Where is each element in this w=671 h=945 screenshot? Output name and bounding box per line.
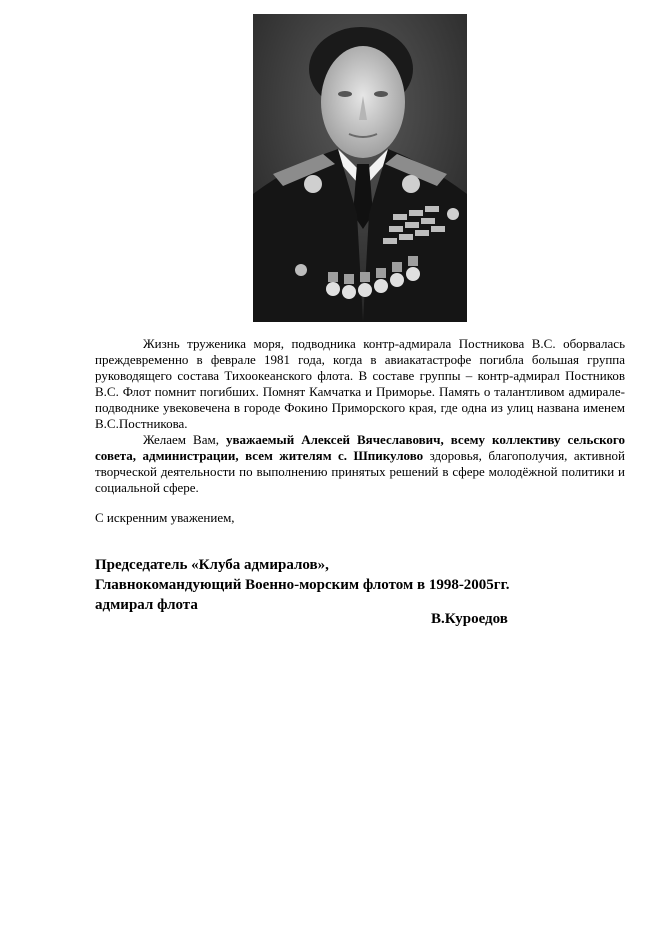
signature-title-chairman: Председатель «Клуба адмиралов», [95,557,329,573]
letter-body [95,336,625,496]
admiral-portrait-photo [253,14,467,322]
signature-rank: адмирал флота [95,597,198,613]
signature-name: В.Куроедов [431,611,508,627]
wishes-addressees: уважаемый Алексей Вячеславович, всему коллективу сельского совета, администрации, всем жителям с. Шпикулово [95,432,625,463]
paragraph-memory: Жизнь труженика моря, подводника контр-адмирала Постникова В.С. оборвалась преждевременно в феврале 1981 года, когда в авиакатастрофе погибла большая группа руководящего состава Тихоокеанского флота. В составе группы – контр-адмирал Постников В.С. Флот помнит погибших. Помнят Камчатка и Приморье. Память о талантливом адмирале-подводнике увековечена в городе Фокино Приморского края, где одна из улиц названа именем В.С.Постникова. [95,336,625,431]
closing-line: С искренним уважением, [95,510,235,525]
paragraph-wishes [95,432,625,496]
wishes-start: Желаем Вам, [143,432,226,447]
wishes-end: здоровья, благополучия, активной творческой деятельности по выполнению принятых решений в сфере молодёжной политики и социальной сфере. [95,448,625,495]
signature-title-commander: Главнокомандующий Военно-морским флотом в 1998-2005гг. [95,577,510,593]
